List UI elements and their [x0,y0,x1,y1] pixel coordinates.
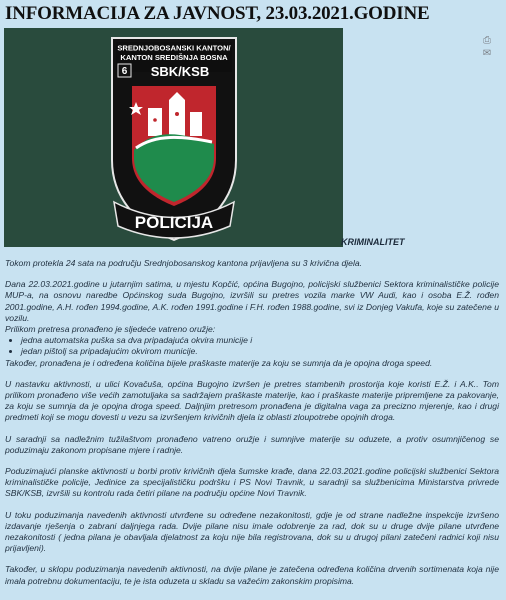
paragraph-timber: Također, u sklopu poduzimanja navedenih aktivnosti, na dvije pilane je zatečena određena količina drvenih sortimenata koja nije imala potrebnu dokumentaciju, te je ista oduzeta u skladu sa važećim zakonskim propisima. [5,564,499,586]
print-icon[interactable]: ⎙ [483,35,491,46]
emblem-abbr: SBK/KSB [150,64,210,79]
article-tools [480,34,494,60]
weapon-list [5,335,499,357]
paragraph-prosecution: U saradnji sa nadležnim tužilaštvom pronađeno vatreno oružje i sumnjive materije su oduzete, a protiv osumnjičenog se poduzimaju zakonom propisane mjere i radnje. [5,433,499,455]
emblem-number: 6 [121,66,128,77]
emblem-line2: KANTON SREDIŠNJA BOSNA [120,53,228,62]
list-item: • jedna automatska puška sa dva pripadajuća okvira municije i [21,335,499,346]
emblem-word: POLICIJA [134,213,214,232]
paragraph-kopcic: Dana 22.03.2021.godine u jutarnjim satima, u mjestu Kopčić, općina Bugojno, policijski službenici Sektora kriminalističke policije MUP-a, na osnovu naredbe Općinskog suda Bugojno, izvršili su pretres vozila marke VW Audi, kao i osoba E.Ž. rođen 2001.godine, A.H. rođen 1994.godine, A.K. rođen 1991.godine i F.H. rođen 1988.godine, svi iz Donjeg Vakufa, koje su zatečene u vozilu. [5,279,499,323]
email-icon[interactable]: ✉ [482,48,492,59]
paragraph-drugs: Također, pronađena je i određena količina bijele praškaste materije za koju se sumnja da je opojna droga speed. [5,357,433,368]
page-title: INFORMACIJA ZA JAVNOST, 23.03.2021.GODINE [5,3,430,24]
paragraph-forest-theft: Poduzimajući planske aktivnosti u borbi protiv krivičnih djela šumske krađe, dana 22.03.2021.godine policijski službenici Sektora kriminalističke policije, Jedinice za specijalističku podršku i PS Novi Travnik, u saradnji sa službenicima Ministarstva privrede SBK/KSB, izvršili su kontrolu rada četiri pilane na području općine Novi Travnik. [5,466,499,499]
paragraph-intro: Tokom protekla 24 sata na području Srednjobosanskog kantona prijavljena su 3 krivična djela. [5,258,363,268]
list-item: • jedan pištolj sa pripadajućim okvirom municije. [21,346,499,357]
paragraph-kovacusa: U nastavku aktivnosti, u ulici Kovačuša, općina Bugojno izvršen je pretres stambenih prostorija koje koristi E.Ž. i A.K.. Tom prilikom pronađeno više većih zamotuljaka sa sadržajem praškaste materije, kao i praškaste materije pripremljene za pakovanje, za koju se sumnja da je opojna droga speed. Daljnjim pretresom pronađena je digitalna vaga za precizno mjerenje, kao i drugi predmeti koji se mogu dovesti u vezu sa izvršenjem krivičnih djela iz oblasti zloupotrebe opojnih droga. [5,378,499,423]
emblem-line1: SREDNJOBOSANSKI KANTON/ [117,43,231,53]
police-badge-graphic [4,28,343,247]
police-emblem-image [4,28,343,247]
image-caption: KRIMINALITET [341,237,405,247]
paragraph-irregularities: U toku poduzimanja navedenih aktivnosti utvrđene su određene nezakonitosti, gdje je od strane nadležne inspekcije izvršeno izdavanje rješenja o zabrani daljnjega rada. Dvije pilane nisu imale odobrenje za rad, dok su u druge dvije pilane utvrđene nezakonitosti ( jedna pilana je obavljala djelatnost za koju nije bila registrovana, dok su u drugoj pilani zatečeni radnici koji nisu prijavljeni). [5,509,499,554]
paragraph-search-intro: Prilikom pretresa pronađeno je sljedeće vatreno oružje: [5,324,216,335]
article-body [5,258,499,587]
